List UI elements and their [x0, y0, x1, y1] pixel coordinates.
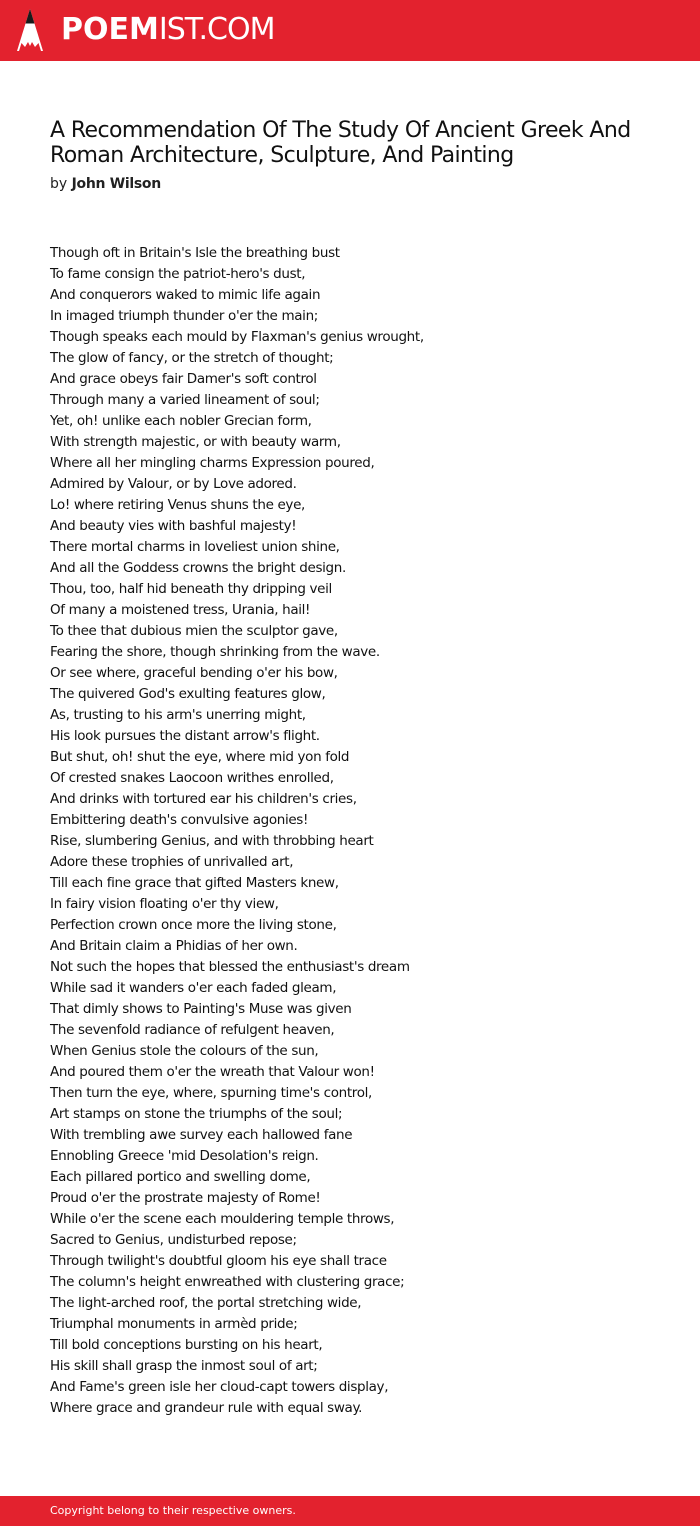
poem-line: His look pursues the distant arrow's flight. — [50, 728, 320, 744]
poem-body — [50, 243, 670, 1419]
poem-line: And conquerors waked to mimic life again — [50, 287, 321, 303]
poem-line: There mortal charms in loveliest union shine, — [50, 539, 340, 555]
poem-line: With trembling awe survey each hallowed fane — [50, 1127, 353, 1143]
poem-line: Thou, too, half hid beneath thy dripping veil — [50, 581, 332, 597]
poem-line: The sevenfold radiance of refulgent heaven, — [50, 1022, 335, 1038]
poem-line: Of many a moistened tress, Urania, hail! — [50, 602, 311, 618]
poem-line: His skill shall grasp the inmost soul of art; — [50, 1358, 318, 1374]
site-header — [0, 0, 700, 61]
poem-line: And all the Goddess crowns the bright design. — [50, 560, 346, 576]
poem-line: As, trusting to his arm's unerring might, — [50, 707, 306, 723]
poem-line: The column's height enwreathed with clustering grace; — [50, 1274, 405, 1290]
poem-line: Rise, slumbering Genius, and with throbbing heart — [50, 833, 374, 849]
poem-line: And poured them o'er the wreath that Valour won! — [50, 1064, 375, 1080]
poem-line: Through twilight's doubtful gloom his eye shall trace — [50, 1253, 387, 1269]
poem-line: Each pillared portico and swelling dome, — [50, 1169, 311, 1185]
poem-line: That dimly shows to Painting's Muse was given — [50, 1001, 352, 1017]
poem-line: Lo! where retiring Venus shuns the eye, — [50, 497, 305, 513]
poem-line: Where grace and grandeur rule with equal sway. — [50, 1400, 363, 1416]
poem-line: Yet, oh! unlike each nobler Grecian form, — [50, 413, 312, 429]
poem-line: Then turn the eye, where, spurning time's control, — [50, 1085, 372, 1101]
poem-line: Art stamps on stone the triumphs of the soul; — [50, 1106, 343, 1122]
poem-line: Ennobling Greece 'mid Desolation's reign. — [50, 1148, 319, 1164]
poem-line: Perfection crown once more the living stone, — [50, 917, 337, 933]
poem-line: In imaged triumph thunder o'er the main; — [50, 308, 318, 324]
poem-line: Till each fine grace that gifted Masters knew, — [50, 875, 339, 891]
poem-line: Through many a varied lineament of soul; — [50, 392, 320, 408]
poem-line: And beauty vies with bashful majesty! — [50, 518, 297, 534]
pencil-icon[interactable] — [17, 9, 43, 51]
poem-line: When Genius stole the colours of the sun, — [50, 1043, 319, 1059]
poem-line: And Britain claim a Phidias of her own. — [50, 938, 298, 954]
copyright-text: Copyright belong to their respective owners. — [50, 1504, 296, 1517]
poem-line: Fearing the shore, though shrinking from the wave. — [50, 644, 380, 660]
poem-line: The quivered God's exulting features glow, — [50, 686, 326, 702]
poem-line: Of crested snakes Laocoon writhes enrolled, — [50, 770, 334, 786]
poem-line: And Fame's green isle her cloud-capt towers display, — [50, 1379, 389, 1395]
logo-text-bold: POEM — [61, 12, 159, 47]
poem-line: And drinks with tortured ear his children's cries, — [50, 791, 357, 807]
poem-line: Triumphal monuments in armèd pride; — [50, 1316, 298, 1332]
poem-line: Though speaks each mould by Flaxman's genius wrought, — [50, 329, 424, 345]
poem-line: In fairy vision floating o'er thy view, — [50, 896, 279, 912]
author-name: John Wilson — [71, 176, 161, 192]
poem-line: Embittering death's convulsive agonies! — [50, 812, 309, 828]
by-label: by — [50, 176, 68, 192]
poem-line: With strength majestic, or with beauty warm, — [50, 434, 341, 450]
poem-line: To fame consign the patriot-hero's dust, — [50, 266, 306, 282]
logo-text-light: IST.COM — [158, 12, 275, 47]
poem-line: To thee that dubious mien the sculptor gave, — [50, 623, 338, 639]
poem-line: Though oft in Britain's Isle the breathing bust — [50, 245, 340, 261]
poem-line: Proud o'er the prostrate majesty of Rome! — [50, 1190, 321, 1206]
poem-title: A Recommendation Of The Study Of Ancient Greek And Roman Architecture, Sculpture, And Painting — [50, 118, 631, 168]
poem-line: Till bold conceptions bursting on his heart, — [50, 1337, 323, 1353]
poem-line: Where all her mingling charms Expression poured, — [50, 455, 375, 471]
byline — [50, 175, 161, 193]
poem-line: While o'er the scene each mouldering temple throws, — [50, 1211, 395, 1227]
poem-line: While sad it wanders o'er each faded gleam, — [50, 980, 337, 996]
poem-line: The glow of fancy, or the stretch of thought; — [50, 350, 334, 366]
site-logo[interactable] — [61, 10, 274, 50]
poem-line: Not such the hopes that blessed the enthusiast's dream — [50, 959, 410, 975]
poem-line: Adore these trophies of unrivalled art, — [50, 854, 294, 870]
poem-line: The light-arched roof, the portal stretching wide, — [50, 1295, 362, 1311]
poem-line: Or see where, graceful bending o'er his bow, — [50, 665, 338, 681]
poem-line: And grace obeys fair Damer's soft control — [50, 371, 317, 387]
poem-line: Admired by Valour, or by Love adored. — [50, 476, 297, 492]
poem-line: Sacred to Genius, undisturbed repose; — [50, 1232, 297, 1248]
poem-line: But shut, oh! shut the eye, where mid yon fold — [50, 749, 350, 765]
site-footer — [0, 1496, 700, 1526]
